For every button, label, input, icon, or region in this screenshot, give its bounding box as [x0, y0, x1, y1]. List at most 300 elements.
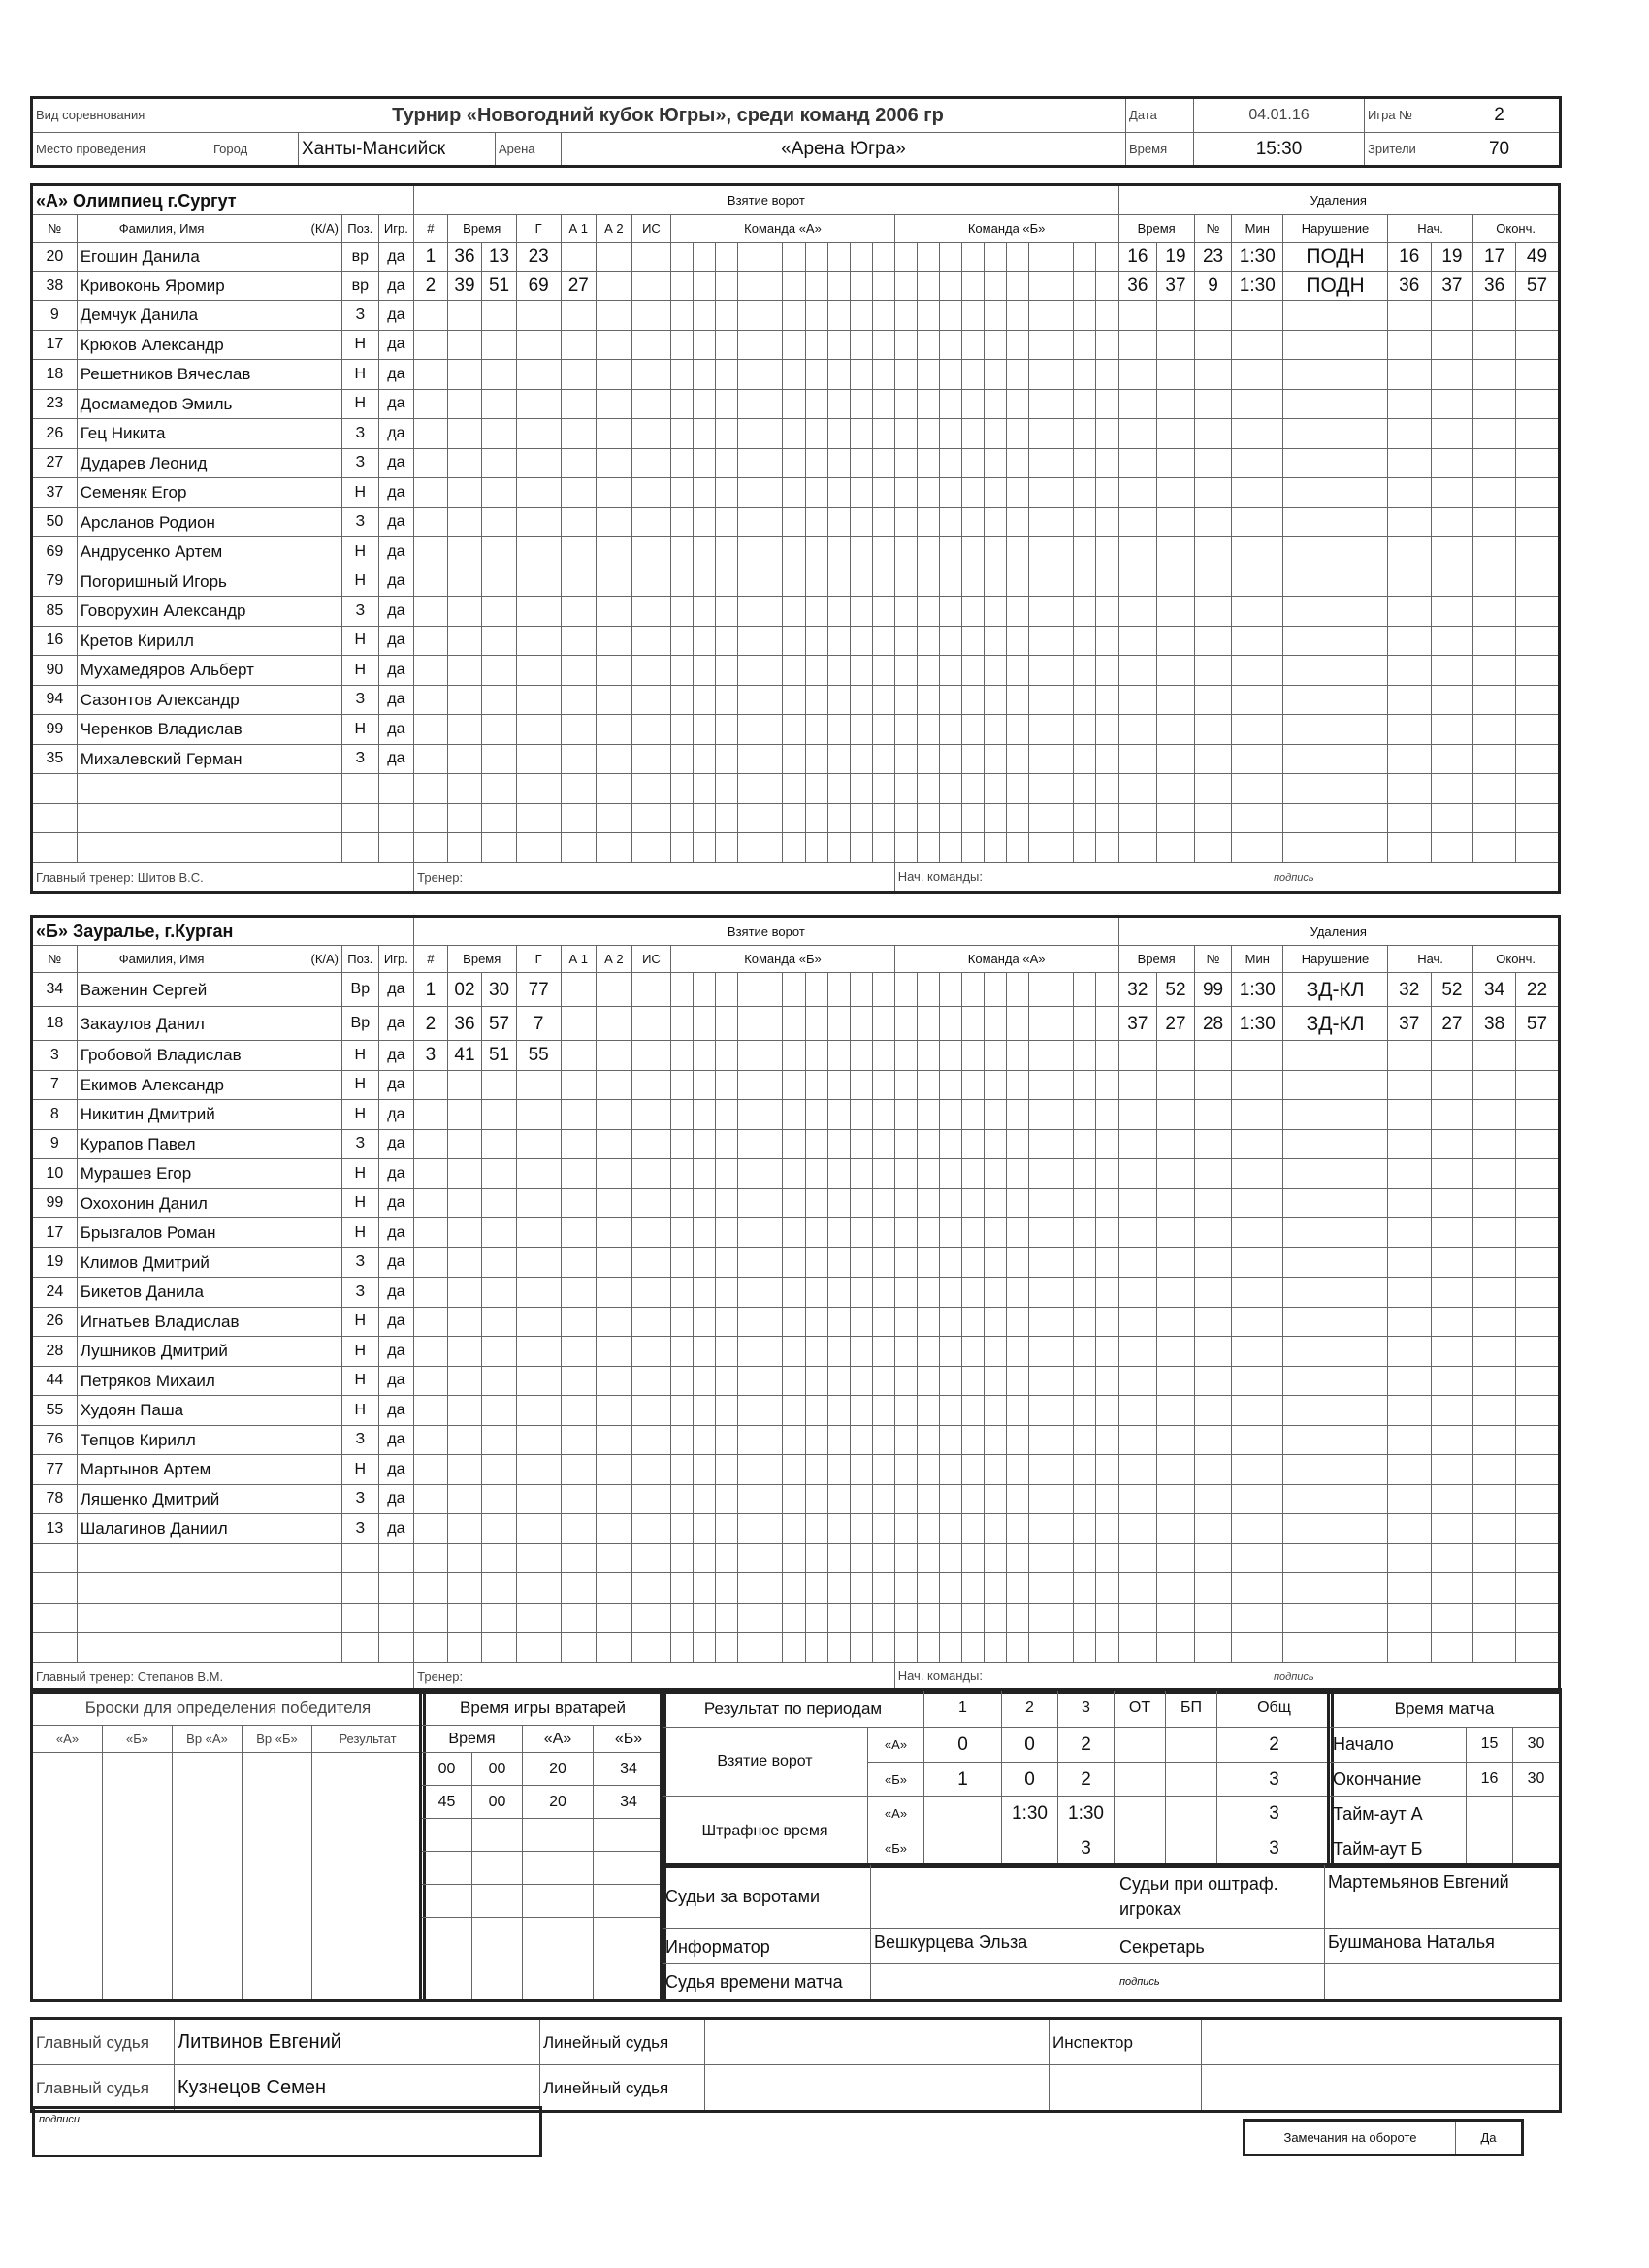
player-name: [77, 1573, 341, 1604]
player-position: Н: [342, 715, 379, 745]
goal-situation: [631, 1366, 671, 1396]
lineup-grid-cell: [783, 1484, 805, 1514]
penalty-end-min: [1473, 1159, 1516, 1189]
goal-minute: [447, 1159, 482, 1189]
player-position: Вр: [342, 1007, 379, 1041]
lineup-grid-cell: [760, 1070, 783, 1100]
lineup-grid-cell: [1074, 507, 1096, 537]
player-played: да: [378, 537, 414, 567]
penalty-end-sec: 49: [1515, 243, 1558, 272]
penalty-end-min: [1473, 626, 1516, 656]
head-coach-label: Главный тренер:: [36, 869, 135, 885]
player-name: [77, 1543, 341, 1573]
lineup-grid-cell: [894, 1484, 917, 1514]
col-goal-time: Время: [447, 215, 516, 243]
lineup-grid-cell: [671, 1484, 694, 1514]
player-name: Брызгалов Роман: [77, 1218, 341, 1248]
team-a-head-coach: [33, 862, 414, 891]
lineup-grid-cell: [827, 833, 850, 863]
penalty-start-min: [1387, 1366, 1431, 1396]
lineup-grid-cell: [1051, 537, 1074, 567]
lineup-grid-cell: [939, 1188, 961, 1218]
lineup-grid-cell: [760, 597, 783, 627]
lineup-grid-cell: [939, 597, 961, 627]
goal-assist-1: [561, 448, 597, 478]
lineup-grid-cell: [850, 1218, 872, 1248]
player-name: Демчук Данила: [77, 301, 341, 331]
lineup-grid-cell: [1006, 330, 1028, 360]
lineup-grid-cell: [783, 715, 805, 745]
goal-assist-2: [597, 537, 632, 567]
col-pos: Поз.: [342, 215, 379, 243]
lineup-grid-cell: [827, 685, 850, 715]
goal-minute: [447, 1396, 482, 1426]
player-position: З: [342, 1484, 379, 1514]
lineup-grid-cell: [805, 1218, 827, 1248]
goal-assist-1: [561, 1247, 597, 1278]
penalty-minute: 37: [1118, 1007, 1157, 1041]
lineup-grid-cell: [716, 1041, 738, 1071]
penalty-second: 27: [1157, 1007, 1195, 1041]
lineup-grid-cell: [827, 1007, 850, 1041]
lineup-grid-cell: [671, 1396, 694, 1426]
lineup-grid-cell: [1096, 567, 1118, 597]
lineup-grid-cell: [805, 1484, 827, 1514]
pen-a-p3: 1:30: [1058, 1797, 1115, 1831]
penalty-violation: [1283, 1159, 1388, 1189]
penalty-end-min: [1473, 1573, 1516, 1604]
lineup-grid-cell: [827, 1366, 850, 1396]
penalty-start-sec: [1431, 1041, 1473, 1071]
penalty-minute: [1118, 419, 1157, 449]
goal-scorer: [516, 1514, 561, 1544]
penalties-section-title: Удаления: [1118, 918, 1558, 946]
penalty-minute: [1118, 1514, 1157, 1544]
player-played: да: [378, 1484, 414, 1514]
penalty-second: [1157, 478, 1195, 508]
lineup-grid-cell: [1006, 1159, 1028, 1189]
penalty-start-sec: [1431, 448, 1473, 478]
lineup-grid-cell: [805, 774, 827, 804]
penalty-end-sec: [1515, 301, 1558, 331]
penalty-end-sec: [1515, 774, 1558, 804]
penalty-second: [1157, 1455, 1195, 1485]
player-position: [342, 833, 379, 863]
penalty-minute: [1118, 774, 1157, 804]
goal-assist-1: [561, 330, 597, 360]
lineup-grid-cell: [894, 1100, 917, 1130]
officials-table: [662, 1864, 1560, 2000]
timeout-b-label: Тайм-аут Б: [1330, 1831, 1467, 1866]
lineup-grid-cell: [1096, 1573, 1118, 1604]
lineup-grid-cell: [1029, 1633, 1051, 1663]
player-played: да: [378, 1070, 414, 1100]
goal-assist-2: [597, 389, 632, 419]
player-name: [77, 1603, 341, 1633]
lineup-grid-cell: [917, 537, 939, 567]
goal-assist-2: [597, 656, 632, 686]
lineup-grid-cell: [872, 1543, 894, 1573]
goal-second: [482, 656, 517, 686]
lineup-grid-cell: [894, 685, 917, 715]
lineup-grid-cell: [1074, 330, 1096, 360]
lineup-grid-cell: [872, 1007, 894, 1041]
penalty-end-sec: [1515, 803, 1558, 833]
lineup-grid-cell: [1096, 1159, 1118, 1189]
goal-assist-2: [597, 744, 632, 774]
lineup-grid-cell: [850, 507, 872, 537]
pen-b-p1: [924, 1831, 1002, 1866]
goal-situation: [631, 1159, 671, 1189]
goal-situation: [631, 1514, 671, 1544]
penalty-start-sec: 52: [1431, 973, 1473, 1007]
lineup-grid-cell: [805, 478, 827, 508]
penalty-end-sec: [1515, 1278, 1558, 1308]
lineup-grid-cell: [1074, 1159, 1096, 1189]
penalty-player: [1194, 1633, 1232, 1663]
penalty-second: [1157, 1041, 1195, 1071]
lineup-grid-cell: [894, 1396, 917, 1426]
spectators-label: Зрители: [1365, 132, 1439, 166]
penalty-start-min: [1387, 774, 1431, 804]
head-coach-label: Главный тренер:: [36, 1669, 135, 1684]
lineup-grid-cell: [783, 973, 805, 1007]
player-row: [33, 272, 1559, 301]
goal-second: [482, 389, 517, 419]
goal-second: [482, 715, 517, 745]
goals-b-p1: 1: [924, 1762, 1002, 1797]
lineup-grid-cell: [1096, 1455, 1118, 1485]
lineup-grid-cell: [917, 656, 939, 686]
lineup-grid-cell: [783, 1543, 805, 1573]
lineup-grid-cell: [917, 272, 939, 301]
lineup-grid-cell: [917, 803, 939, 833]
penalty-violation: ПОДН: [1283, 272, 1388, 301]
lineup-grid-cell: [671, 1633, 694, 1663]
lineup-grid-cell: [850, 1247, 872, 1278]
player-row: [33, 1484, 1559, 1514]
lineup-grid-cell: [961, 448, 984, 478]
goal-second: [482, 1159, 517, 1189]
lineup-grid-cell: [760, 626, 783, 656]
goal-second: [482, 1366, 517, 1396]
lineup-grid-cell: [917, 1307, 939, 1337]
player-position: З: [342, 597, 379, 627]
penalty-second: [1157, 301, 1195, 331]
lineup-grid-cell: [827, 1247, 850, 1278]
penalty-second: [1157, 1247, 1195, 1278]
lineup-grid-cell: [694, 833, 716, 863]
lineup-grid-cell: [1006, 1218, 1028, 1248]
lineup-grid-cell: [917, 1366, 939, 1396]
lineup-grid-cell: [1006, 803, 1028, 833]
goal-number: [414, 419, 448, 449]
lineup-grid-cell: [827, 537, 850, 567]
goal-assist-1: [561, 973, 597, 1007]
lineup-grid-cell: [694, 656, 716, 686]
goal-minute: 36: [447, 1007, 482, 1041]
lineup-grid-cell: [984, 1218, 1006, 1248]
lineup-grid-cell: [1051, 1396, 1074, 1426]
lineup-grid-cell: [939, 744, 961, 774]
penalty-player: [1194, 833, 1232, 863]
lineup-grid-cell: [760, 1366, 783, 1396]
lineup-grid-cell: [984, 1573, 1006, 1604]
lineup-grid-cell: [872, 1366, 894, 1396]
lineup-grid-cell: [1051, 626, 1074, 656]
lineup-grid-cell: [939, 243, 961, 272]
lineup-grid-cell: [805, 715, 827, 745]
penalty-second: [1157, 1573, 1195, 1604]
goal-minute: [447, 1337, 482, 1367]
penalty-start-min: [1387, 1514, 1431, 1544]
lineup-grid-cell: [783, 360, 805, 390]
lineup-grid-cell: [694, 744, 716, 774]
lineup-grid-cell: [1096, 1129, 1118, 1159]
lineup-grid-cell: [694, 1484, 716, 1514]
team-b-head-coach-name: Степанов В.М.: [137, 1669, 224, 1684]
lineup-grid-cell: [939, 803, 961, 833]
player-name: Решетников Вячеслав: [77, 360, 341, 390]
col-goal-num: #: [414, 215, 448, 243]
lineup-grid-cell: [872, 478, 894, 508]
penalty-duration: [1232, 1514, 1283, 1544]
player-played: да: [378, 1425, 414, 1455]
lineup-grid-cell: [872, 1633, 894, 1663]
lineup-grid-cell: [1074, 1573, 1096, 1604]
lineup-grid-cell: [783, 389, 805, 419]
lineup-grid-cell: [694, 360, 716, 390]
col-team-own: Команда «А»: [671, 215, 894, 243]
goal-assist-1: [561, 419, 597, 449]
lineup-grid-cell: [872, 685, 894, 715]
lineup-grid-cell: [1074, 1514, 1096, 1544]
lineup-grid-cell: [917, 389, 939, 419]
penalty-start-sec: [1431, 301, 1473, 331]
lineup-grid-cell: [1029, 1396, 1051, 1426]
lineup-grid-cell: [1051, 1188, 1074, 1218]
lineup-grid-cell: [760, 389, 783, 419]
penalty-start-min: 32: [1387, 973, 1431, 1007]
penalty-end-sec: [1515, 685, 1558, 715]
goal-scorer: [516, 360, 561, 390]
lineup-grid-cell: [850, 1070, 872, 1100]
goal-assist-1: [561, 833, 597, 863]
lineup-grid-cell: [671, 243, 694, 272]
lineup-grid-cell: [694, 1247, 716, 1278]
lineup-grid-cell: [760, 973, 783, 1007]
lineup-grid-cell: [671, 537, 694, 567]
player-position: З: [342, 301, 379, 331]
lineup-grid-cell: [738, 419, 760, 449]
goal-assist-2: [597, 301, 632, 331]
match-end-minutes: 30: [1513, 1762, 1560, 1797]
city-label: Город: [210, 132, 299, 166]
player-position: Н: [342, 1041, 379, 1071]
lineup-grid-cell: [738, 685, 760, 715]
lineup-grid-cell: [671, 360, 694, 390]
goal-minute: [447, 389, 482, 419]
player-row: [33, 833, 1559, 863]
goal-minute: [447, 685, 482, 715]
lineup-grid-cell: [939, 360, 961, 390]
penalty-end-sec: [1515, 1396, 1558, 1426]
lineup-grid-cell: [961, 1070, 984, 1100]
player-number: 23: [33, 389, 78, 419]
goal-number: [414, 1366, 448, 1396]
penalty-duration: [1232, 448, 1283, 478]
goal-assist-2: [597, 1425, 632, 1455]
player-number: 27: [33, 448, 78, 478]
goal-number: [414, 1188, 448, 1218]
lineup-grid-cell: [1096, 597, 1118, 627]
lineup-grid-cell: [894, 1337, 917, 1367]
penalty-start-min: [1387, 419, 1431, 449]
lineup-grid-cell: [783, 833, 805, 863]
lineup-grid-cell: [961, 1543, 984, 1573]
penalty-end-sec: 57: [1515, 1007, 1558, 1041]
player-row: [33, 1129, 1559, 1159]
penalty-judge-name: Мартемьянов Евгений: [1325, 1865, 1560, 1929]
lineup-grid-cell: [783, 1278, 805, 1308]
penalty-second: [1157, 1129, 1195, 1159]
lineup-grid-cell: [783, 744, 805, 774]
period-col-1: 1: [924, 1691, 1002, 1728]
lineup-grid-cell: [850, 1307, 872, 1337]
penalty-player: [1194, 1455, 1232, 1485]
penalty-second: [1157, 656, 1195, 686]
lineup-grid-cell: [894, 1041, 917, 1071]
referee-signatures-box: [32, 2106, 542, 2157]
goal-assist-2: [597, 1100, 632, 1130]
goal-second: [482, 419, 517, 449]
penalty-violation: ПОДН: [1283, 243, 1388, 272]
lineup-grid-cell: [827, 1188, 850, 1218]
lineup-grid-cell: [805, 597, 827, 627]
goal-situation: [631, 774, 671, 804]
goal-assist-2: [597, 973, 632, 1007]
penalty-violation: [1283, 1337, 1388, 1367]
penalty-violation: [1283, 626, 1388, 656]
penalty-minute: [1118, 448, 1157, 478]
lineup-grid-cell: [961, 744, 984, 774]
lineup-grid-cell: [917, 567, 939, 597]
player-played: да: [378, 301, 414, 331]
penalty-violation: [1283, 685, 1388, 715]
lineup-grid-cell: [694, 1278, 716, 1308]
penalty-end-sec: [1515, 1633, 1558, 1663]
lineup-grid-cell: [1006, 744, 1028, 774]
lineup-grid-cell: [783, 507, 805, 537]
lineup-grid-cell: [917, 243, 939, 272]
lineup-grid-cell: [1096, 1218, 1118, 1248]
goal-situation: [631, 1070, 671, 1100]
lineup-grid-cell: [716, 567, 738, 597]
lineup-grid-cell: [872, 360, 894, 390]
penalty-start-min: [1387, 1278, 1431, 1308]
penalty-end-min: [1473, 1129, 1516, 1159]
player-name: Арсланов Родион: [77, 507, 341, 537]
lineup-grid-cell: [1029, 1218, 1051, 1248]
goal-second: [482, 1218, 517, 1248]
penalty-violation: [1283, 833, 1388, 863]
lineup-grid-cell: [961, 330, 984, 360]
lineup-grid-cell: [1006, 272, 1028, 301]
penalty-start-min: 36: [1387, 272, 1431, 301]
goal-assist-2: [597, 1129, 632, 1159]
penalty-duration: [1232, 1100, 1283, 1130]
lineup-grid-cell: [961, 1159, 984, 1189]
goal-scorer: [516, 1100, 561, 1130]
lineup-grid-cell: [1096, 1366, 1118, 1396]
goal-situation: [631, 744, 671, 774]
lineup-grid-cell: [939, 1366, 961, 1396]
player-number: 8: [33, 1100, 78, 1130]
penalty-minute: [1118, 1337, 1157, 1367]
match-time-title: Время матча: [1330, 1691, 1560, 1728]
lineup-grid-cell: [939, 1425, 961, 1455]
goal-second: [482, 1247, 517, 1278]
lineup-grid-cell: [1006, 419, 1028, 449]
player-row: [33, 973, 1559, 1007]
goal-situation: [631, 1218, 671, 1248]
secretary-name: Бушманова Наталья: [1325, 1929, 1560, 1964]
lineup-grid-cell: [783, 1455, 805, 1485]
penalty-start-sec: [1431, 1337, 1473, 1367]
goal-second: [482, 1633, 517, 1663]
lineup-grid-cell: [738, 1543, 760, 1573]
goal-second: [482, 448, 517, 478]
lineup-grid-cell: [917, 1337, 939, 1367]
player-played: да: [378, 1514, 414, 1544]
lineup-grid-cell: [1051, 1573, 1074, 1604]
player-number: 17: [33, 330, 78, 360]
lineup-grid-cell: [850, 243, 872, 272]
penalty-end-min: [1473, 1396, 1516, 1426]
lineup-grid-cell: [760, 1100, 783, 1130]
lineup-grid-cell: [939, 1159, 961, 1189]
goal-assist-1: [561, 389, 597, 419]
penalty-second: [1157, 507, 1195, 537]
lineup-grid-cell: [694, 1100, 716, 1130]
lineup-grid-cell: [894, 626, 917, 656]
col-assist-1: А 1: [561, 946, 597, 973]
lineup-grid-cell: [671, 1573, 694, 1604]
goal-minute: [447, 597, 482, 627]
lineup-grid-cell: [827, 419, 850, 449]
penalty-violation: [1283, 1100, 1388, 1130]
goal-second: [482, 330, 517, 360]
periods-title: Результат по периодам: [663, 1691, 924, 1728]
pen-b-p3: 3: [1058, 1831, 1115, 1866]
goal-assist-2: [597, 1455, 632, 1485]
lineup-grid-cell: [939, 1218, 961, 1248]
lineup-grid-cell: [1006, 1573, 1028, 1604]
lineup-grid-cell: [760, 1278, 783, 1308]
lineup-grid-cell: [694, 1070, 716, 1100]
goal-assist-2: [597, 1307, 632, 1337]
lineup-grid-cell: [783, 1007, 805, 1041]
penalty-violation: [1283, 803, 1388, 833]
lineup-grid-cell: [827, 272, 850, 301]
player-played: да: [378, 1159, 414, 1189]
goal-scorer: [516, 715, 561, 745]
cell: [312, 1753, 424, 2000]
penalty-player: [1194, 1366, 1232, 1396]
lineup-grid-cell: [850, 537, 872, 567]
lineup-grid-cell: [671, 1455, 694, 1485]
lineup-grid-cell: [760, 330, 783, 360]
